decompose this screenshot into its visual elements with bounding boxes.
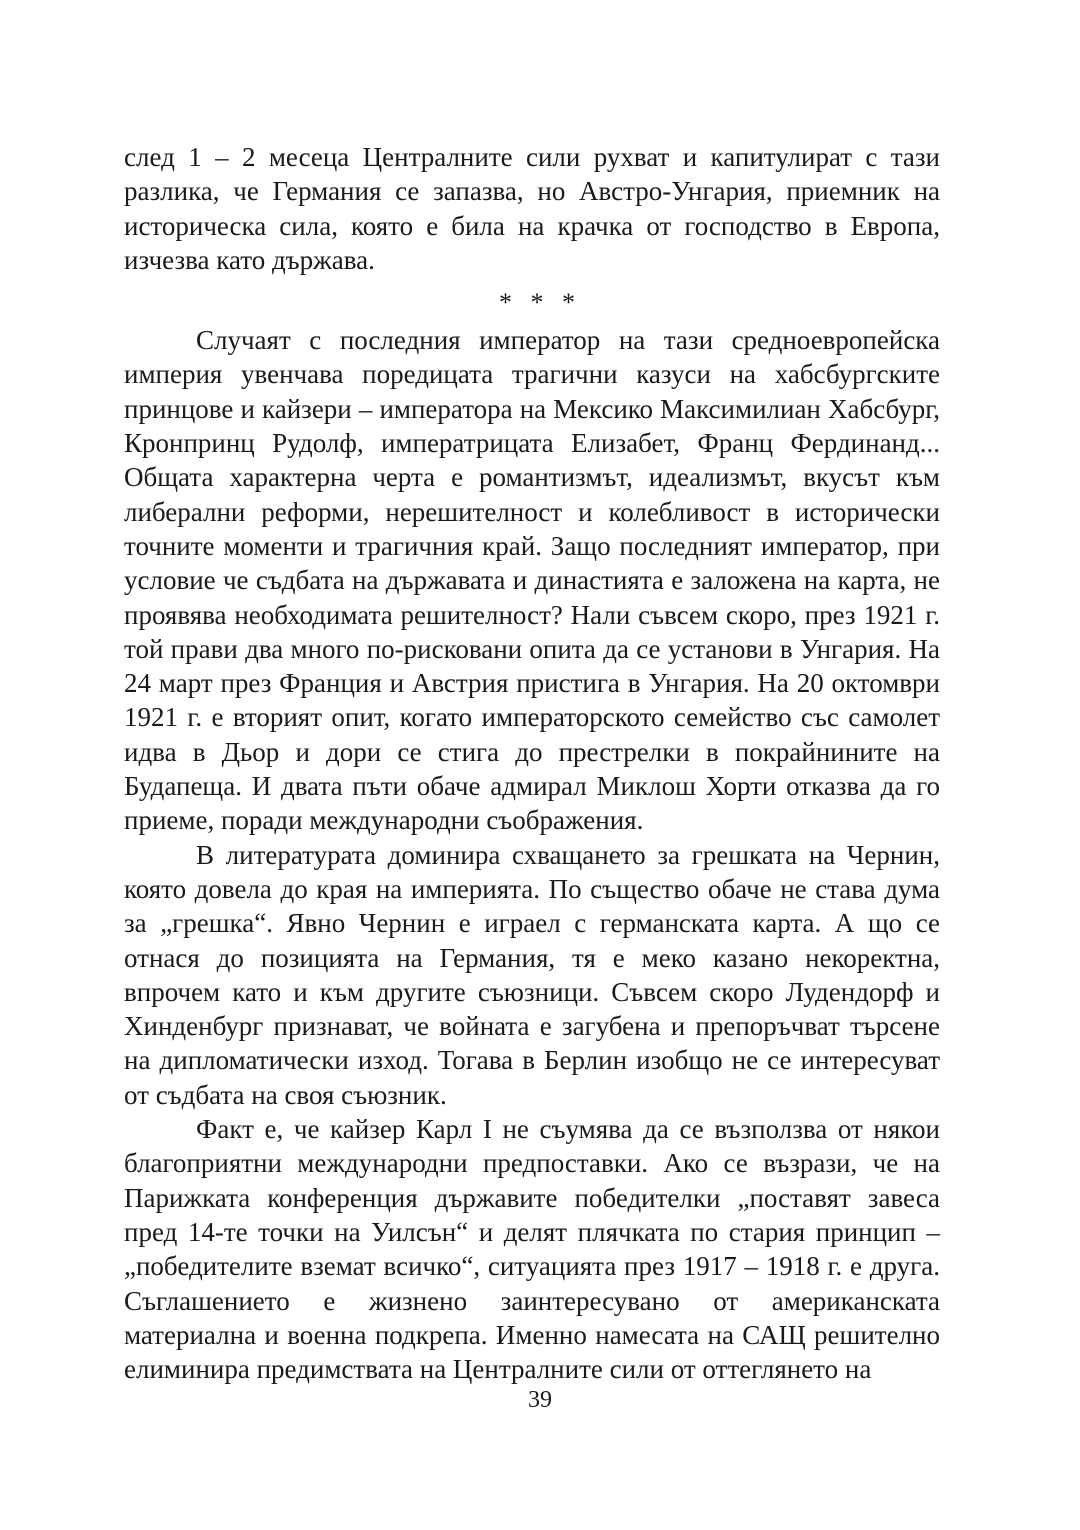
paragraph-2: Случаят с последния император на тази средноевропейска империя увенчава поредицата трагични казуси на хабсбургските принцове и кайзери – императора на Мексико Максимилиан Хабсбург, Кронпринц Рудолф, императрицата Елизабет, Франц Фердинанд... Общата характерна черта е романтизмът, идеализмът, вкусът към либерални реформи, нерешителност и колебливост в исторически точните моменти и трагичния край. Защо последният император, при условие че съдбата на държавата и династията е заложена на карта, не проявява необходимата решителност? Нали съвсем скоро, през 1921 г. той прави два много по-рисковани опита да се установи в Унгария. На 24 март през Франция и Австрия пристига в Унгария. На 20 октомври 1921 г. е вторият опит, когато императорското семейство със самолет идва в Дьор и дори се стига до престрелки в покрайнините на Будапеща. И двата пъти обаче адмирал Миклош Хорти отказва да го приеме, поради международни съображения. (124, 325, 940, 836)
paragraph-4: Факт е, че кайзер Карл I не съумява да се възползва от някои благоприятни международни предпоставки. Ако се възрази, че на Парижката конференция държавите победителки „поставят завеса пред 14-те точки на Уилсън“ и делят плячката по стария принцип – „победителите вземат всичко“, ситуацията през 1917 – 1918 г. е друга. Съглашението е жизнено заинтересувано от американската материална и военна подкрепа. Именно намесата на САЩ решително елиминира предимствата на Централните сили от оттеглянето на (124, 1114, 940, 1385)
page-number: 39 (528, 1387, 552, 1413)
paragraph-3: В литературата доминира схващането за грешката на Чернин, която довела до края на империята. По същество обаче не става дума за „грешка“. Явно Чернин е играел с германската карта. А що се отнася до позицията на Германия, тя е меко казано некоректна, впрочем като и към другите съюзници. Съвсем скоро Лудендорф и Хинденбург признават, че войната е загубена и препоръчват търсене на дипломатически изход. Тогава в Берлин изобщо не се интересуват от съдбата на своя съюзник. (124, 839, 940, 1110)
page-body (124, 140, 940, 1386)
paragraph-1: след 1 – 2 месеца Централните сили рухват и капитулират с тази разлика, че Германия се запазва, но Австро-Унгария, приемник на историческа сила, която е била на крачка от господство в Европа, изчезва като държава. (124, 142, 940, 275)
section-separator: * * * (499, 288, 581, 318)
